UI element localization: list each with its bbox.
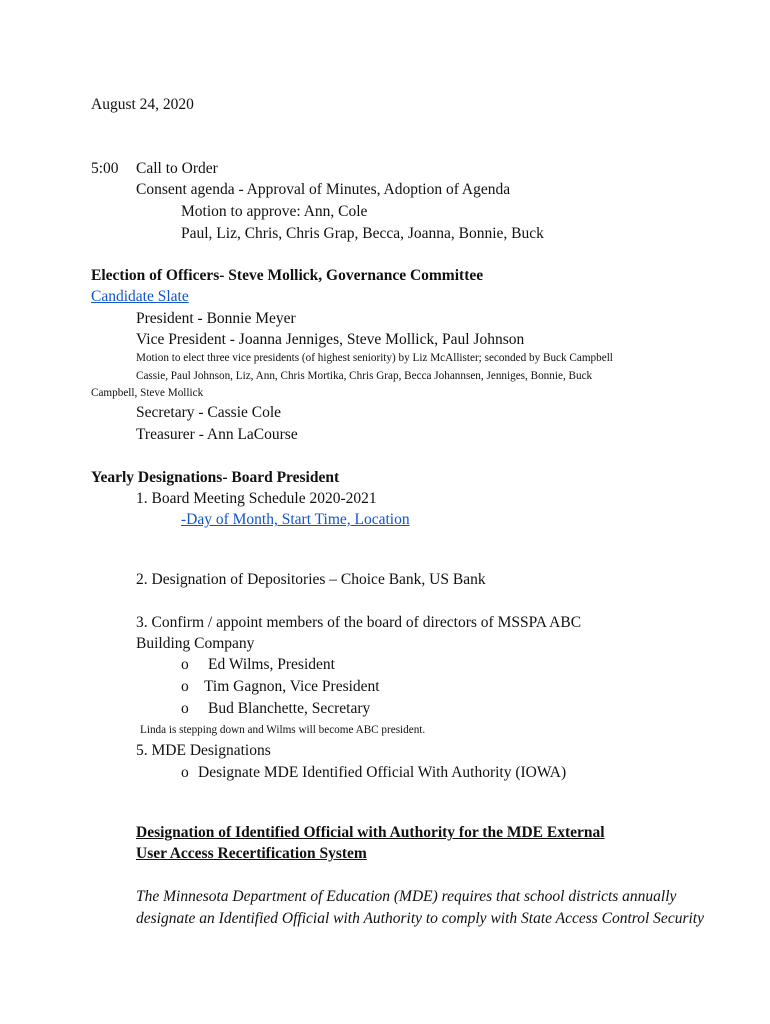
mde-paragraph-line-1: The Minnesota Department of Education (MDE) requires that school districts annually	[136, 888, 677, 905]
vp-motion-line-3: Campbell, Steve Mollick	[91, 387, 204, 399]
consent-agenda: Consent agenda - Approval of Minutes, Adoption of Agenda	[136, 181, 511, 198]
abc-member: Bud Blanchette, Secretary	[208, 700, 371, 717]
president-slate: President - Bonnie Meyer	[136, 310, 296, 327]
vp-motion-line-2: Cassie, Paul Johnson, Liz, Ann, Chris Mortika, Chris Grap, Becca Johannsen, Jenniges, Bonnie, Buck	[136, 370, 593, 382]
mde-heading-line-2: User Access Recertification System	[136, 845, 367, 862]
call-time: 5:00	[91, 160, 119, 177]
item-mde-designations: 5. MDE Designations	[136, 742, 271, 759]
abc-member: Tim Gagnon, Vice President	[204, 678, 380, 695]
bullet-marker: o	[181, 700, 189, 717]
bullet-marker: o	[181, 656, 189, 673]
vice-president-slate: Vice President - Joanna Jenniges, Steve Mollick, Paul Johnson	[136, 331, 525, 348]
candidate-slate-link[interactable]: Candidate Slate	[91, 288, 189, 305]
item-confirm-board-line-1: 3. Confirm / appoint members of the board of directors of MSSPA ABC	[136, 614, 582, 631]
mde-paragraph-line-2: designate an Identified Official with Authority to comply with State Access Control Security	[136, 910, 704, 927]
abc-member: Ed Wilms, President	[208, 656, 335, 673]
approve-votes: Paul, Liz, Chris, Chris Grap, Becca, Joanna, Bonnie, Buck	[181, 225, 544, 242]
item-board-meeting-schedule: 1. Board Meeting Schedule 2020-2021	[136, 490, 377, 507]
mde-iowa-item: Designate MDE Identified Official With Authority (IOWA)	[198, 764, 567, 781]
abc-note: Linda is stepping down and Wilms will become ABC president.	[140, 724, 426, 736]
meeting-date: August 24, 2020	[91, 96, 194, 113]
secretary-slate: Secretary - Cassie Cole	[136, 404, 282, 421]
item-confirm-board-line-2: Building Company	[136, 635, 255, 652]
bullet-marker: o	[181, 678, 189, 695]
call-to-order: Call to Order	[136, 160, 218, 177]
bullet-marker: o	[181, 764, 189, 781]
yearly-designations-heading: Yearly Designations- Board President	[91, 469, 340, 486]
vp-motion-line-1: Motion to elect three vice presidents (of highest seniority) by Liz McAllister; seconded by Buck Campbell	[136, 352, 613, 364]
mde-heading-line-1: Designation of Identified Official with Authority for the MDE External	[136, 824, 605, 841]
meeting-schedule-link[interactable]: -Day of Month, Start Time, Location	[181, 511, 410, 528]
motion-to-approve: Motion to approve: Ann, Cole	[181, 203, 368, 220]
item-depositories: 2. Designation of Depositories – Choice Bank, US Bank	[136, 571, 486, 588]
treasurer-slate: Treasurer - Ann LaCourse	[136, 426, 298, 443]
election-heading: Election of Officers- Steve Mollick, Governance Committee	[91, 267, 484, 284]
